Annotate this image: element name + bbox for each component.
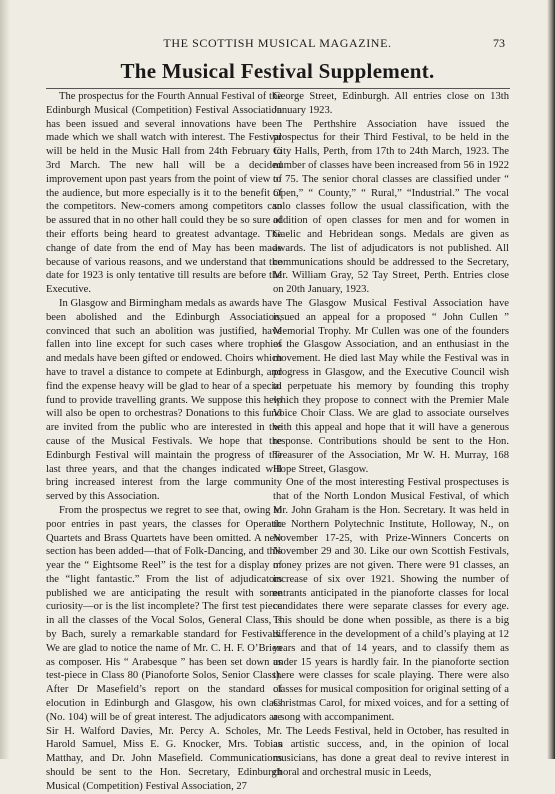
paragraph: From the prospectus we regret to see that, owing to poor entries in past years, the classes for Operatic Quartets and Brass Quartets have been omitted. A new section has been added—that of Folk-Dancing, and this year the “ Eightsome Reel” is the test for a display of the “light fantastic.” From the list of adjudicators published we are anticipating the result with some curiosity—or is the list incomplete? The first test piece in all the classes of the Vocal Solos, General Class, is by Bach, surely a remarkable standard for Festivals. We are glad to notice the name of Mr. C. H. F. O’Brien as composer. His “ Arabesque ” has been set down as test-piece in Class 80 (Pianoforte Solos, Senior Class). After Dr Masefield’s report on the standard of elocution in Edinburgh and Glasgow, his own class (No. 104) will be of great interest. The adjudicators are Sir H. Walford Davies, Mr. Percy A. Scholes, Mr. Harold Samuel, Miss E. G. Knocker, Mrs. Tobias Matthay, and Dr. John Masefield. Communications should be sent to the Hon. Secretary, Edinburgh Musical (Competition) Festival Association, 27: [46, 504, 282, 792]
page-number: 73: [493, 36, 505, 50]
paragraph: The prospectus for the Fourth Annual Festival of the Edinburgh Musical (Competition) Festival Association has been issued and several innovations have been made which we shall watch with interest. The Festival will be held in the Music Hall from 24th February to 3rd March. The new hall will be a decided improvement upon past years from the point of view of the audience, but more especially is it to the benefit of the competitors. New-comers among competitors can be assured that in no other hall could they be so sure of their efforts being heard to greatest advantage. The change of date from the end of May has been made because of various reasons, and we understand that the date for 1923 is only tentative till results are before the Executive.: [46, 91, 282, 296]
left-column: [46, 90, 282, 794]
page-edge-shadow: [547, 0, 555, 759]
paragraph: One of the most interesting Festival prospectuses is that of the North London Musical Festival, of which Mr. John Graham is the Hon. Secretary. It was held in the Northern Polytechnic Institute, Holloway, N., on November 17-25, with Prize-Winners Concerts on November 29 and 30. Like our own Scottish Festivals, money prizes are not given. There were 91 classes, an increase of six over 1921. Showing the number of entrants anticipated in the pianoforte classes for local candidates there were separate classes for every age. This should be done when possible, as there is a big difference in the development of a child’s playing at 12 years and that of 14 years, and to classify them as under 15 years is hardly fair. In the pianoforte section there were classes for scale playing. There were also classes for musical composition for original setting of a Christmas Carol, for mixed voices, and for a setting of a song with accompaniment.: [273, 477, 509, 723]
page-gutter-shadow: [0, 0, 10, 759]
paragraph: The Perthshire Association have issued the prospectus for their Third Festival, to be held in the City Halls, Perth, from 17th to 24th March, 1923. The number of classes have been increased from 56 in 1922 to 75. The senior choral classes are classified under “ Open,” “ County,” “ Rural,” “Industrial.” The vocal solo classes follow the usual classification, with the addition of open classes for men and for women in Gaelic and Hebridean songs. Medals are given as awards. The list of adjudicators is not published. All communications should be addressed to the Secretary, Mr. William Gray, 52 Tay Street, Perth. Entries close on 20th January, 1923.: [273, 118, 509, 296]
running-head: THE SCOTTISH MUSICAL MAGAZINE.: [163, 36, 392, 50]
paragraph: The Leeds Festival, held in October, has resulted in an artistic success, and, in the opinion of local musicians, has done a great deal to revive interest in choral and orchestral music in Leeds,: [273, 725, 509, 779]
paragraph: In Glasgow and Birmingham medals as awards have been abolished and the Edinburgh Association, convinced that such an abolition was justified, have fallen into line except for such cases where trophies and medals have been gifted or endowed. Choirs which have to travel a distance to compete at Edinburgh, and find the expense heavy will be glad to hear of a special fund to provide travelling grants. We suppose this help will also be open to orchestras? Donations to this fund are invited from the public who are interested in the cause of the Musical Festivals. We hope that the Edinburgh Festival will maintain the progress of the last three years, and that the changes indicated will bring increased interest from the large community served by this Association.: [46, 297, 282, 503]
title-rule: [46, 88, 510, 89]
paragraph: The Glasgow Musical Festival Association have issued an appeal for a proposed “ John Cullen ” Memorial Trophy. Mr Cullen was one of the founders of the Glasgow Association, and an enthusiast in the movement. He died last May while the Festival was in progress in Glasgow, and the Executive Council wish to perpetuate his memory by founding this trophy which they propose to connect with the Premier Male Voice Choir Class. We are glad to associate ourselves with this appeal and hope that it will have a generous response. Contributions should be sent to the Hon. Treasurer of the Association, Mr W. H. Murray, 168 Hope Street, Glasgow.: [273, 297, 509, 475]
paragraph-continued: George Street, Edinburgh. All entries close on 13th January 1923.: [273, 91, 509, 116]
right-column: [273, 90, 509, 780]
article-title: The Musical Festival Supplement.: [120, 59, 435, 83]
